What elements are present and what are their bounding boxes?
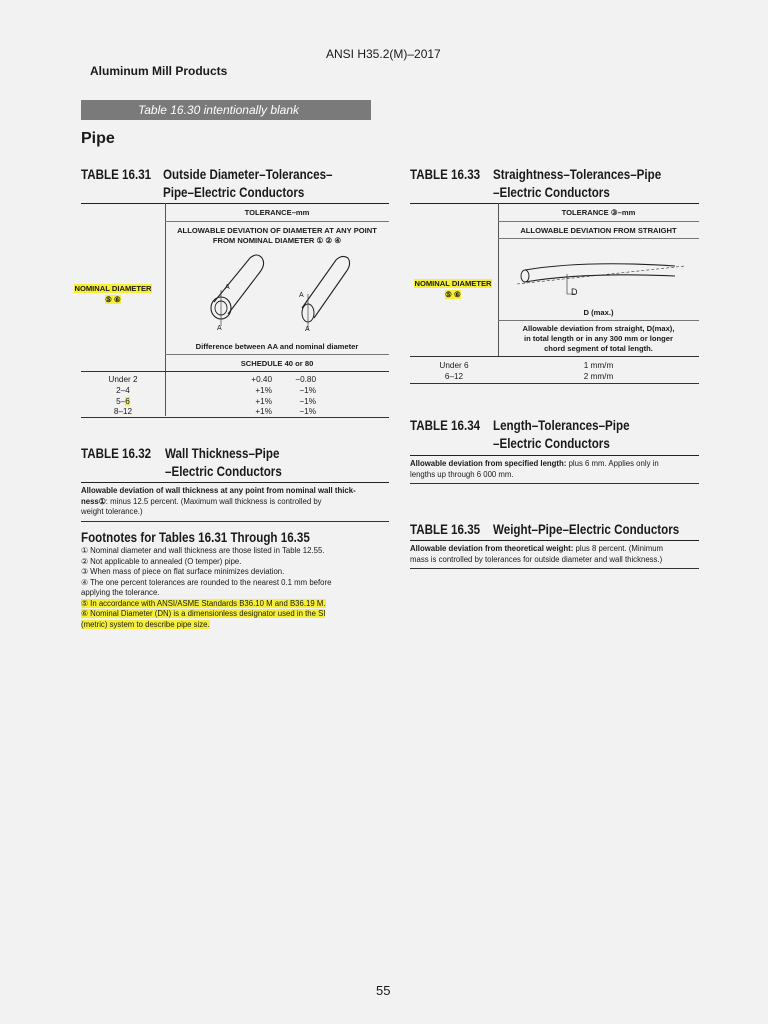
table-16-33-title-line1: Straightness–Tolerances–Pipe bbox=[493, 167, 662, 182]
t33-row-2-value: 2 mm/m bbox=[583, 372, 614, 381]
t31-row-3-size: 5–6 bbox=[116, 397, 130, 406]
t33-rule-2 bbox=[498, 221, 699, 222]
pipe-cross-section-illustration bbox=[200, 250, 280, 340]
t33-note-line2: in total length or in any 300 mm or longer bbox=[524, 334, 673, 343]
footnotes-list bbox=[81, 546, 381, 630]
table-16-35-title: Weight–Pipe–Electric Conductors bbox=[493, 522, 680, 537]
t33-nominal-footnote-refs: ⑤ ⑥ bbox=[445, 290, 461, 299]
t31-header-bottom-rule bbox=[81, 371, 389, 372]
t31-deviation-header-line1: ALLOWABLE DEVIATION OF DIAMETER AT ANY POINT bbox=[177, 226, 377, 235]
t31-deviation-header-line2: FROM NOMINAL DIAMETER ① ② ④ bbox=[212, 236, 342, 245]
t31-bottom-rule bbox=[81, 417, 389, 418]
t31-row-4-size: 8–12 bbox=[113, 407, 133, 416]
t35-bottom-rule bbox=[410, 568, 699, 569]
t33-row-2-size: 6–12 bbox=[444, 372, 464, 381]
t34-body: Allowable deviation from specified length: plus 6 mm. Applies only in lengths up through 6 000 mm. bbox=[410, 459, 659, 479]
footnote-3: ③ When mass of piece on flat surface minimizes deviation. bbox=[81, 567, 285, 576]
footnote-6b: (metric) system to describe pipe size. bbox=[81, 619, 210, 629]
t33-dmax-label: D (max.) bbox=[583, 308, 614, 317]
t32-body: Allowable deviation of wall thickness at any point from nominal wall thick- ness①: minus 12.5 percent. (Maximum wall thickness is controlled by weight tolerance.) bbox=[81, 486, 356, 516]
t31-nominal-diameter-label: NOMINAL DIAMETER bbox=[74, 284, 152, 293]
t31-nominal-footnote-refs: ⑤ ⑥ bbox=[105, 295, 121, 304]
section-header: Aluminum Mill Products bbox=[90, 64, 228, 78]
table-16-32-number: TABLE 16.32 bbox=[81, 446, 152, 461]
t31-row-3-plus: +1% bbox=[255, 397, 272, 406]
t33-rule-3 bbox=[498, 238, 699, 239]
label-a-bottom-left: A bbox=[217, 325, 222, 332]
banner-text: Table 16.30 intentionally blank bbox=[138, 103, 300, 117]
table-16-33-title-line2: –Electric Conductors bbox=[493, 185, 610, 200]
label-a-top-right: A bbox=[299, 292, 304, 299]
page-number: 55 bbox=[376, 983, 391, 998]
intentionally-blank-banner bbox=[81, 100, 371, 120]
t35-body: Allowable deviation from theoretical weight: plus 8 percent. (Minimum mass is controlled by tolerances for outside diameter and wall thickness.) bbox=[410, 544, 664, 564]
bent-pipe-illustration bbox=[515, 252, 695, 302]
t31-diagram-caption: Difference between AA and nominal diameter bbox=[195, 342, 359, 351]
t31-row-2-plus: +1% bbox=[255, 386, 272, 395]
t31-row-4-minus: −1% bbox=[299, 407, 316, 416]
table-16-35-number: TABLE 16.35 bbox=[410, 522, 481, 537]
t34-bottom-rule bbox=[410, 483, 699, 484]
t31-row-2-minus: −1% bbox=[299, 386, 316, 395]
footnote-4a: ④ The one percent tolerances are rounded to the nearest 0.1 mm before bbox=[81, 577, 332, 587]
t33-rule-4 bbox=[498, 320, 699, 321]
footnote-5: ⑤ In accordance with ANSI/ASME Standards B36.10 M and B36.19 M. bbox=[81, 598, 326, 608]
t31-row-1-size: Under 2 bbox=[108, 375, 138, 384]
footnote-1: ① Nominal diameter and wall thickness are those listed in Table 12.55. bbox=[81, 546, 325, 555]
table-16-32-title-line1: Wall Thickness–Pipe bbox=[165, 446, 280, 461]
standard-number: ANSI H35.2(M)–2017 bbox=[326, 47, 441, 61]
t33-row-1-size: Under 6 bbox=[439, 361, 469, 370]
table-16-34-title-line2: –Electric Conductors bbox=[493, 436, 610, 451]
t33-note-line3: chord segment of total length. bbox=[544, 344, 653, 353]
table-16-31-title-line2: Pipe–Electric Conductors bbox=[163, 185, 305, 200]
t31-rule-3 bbox=[165, 354, 389, 355]
section-title: Pipe bbox=[81, 130, 115, 147]
table-16-33-number: TABLE 16.33 bbox=[410, 167, 481, 182]
t34-top-rule bbox=[410, 455, 699, 456]
table-16-32-title-line2: –Electric Conductors bbox=[165, 464, 282, 479]
table-16-31-title-line1: Outside Diameter–Tolerances– bbox=[163, 167, 333, 182]
t33-note-line1: Allowable deviation from straight, D(max), bbox=[522, 324, 675, 333]
t33-row-1-value: 1 mm/m bbox=[583, 361, 614, 370]
t31-row-3-minus: −1% bbox=[299, 397, 316, 406]
footnote-6a: ⑥ Nominal Diameter (DN) is a dimensionless designator used in the SI bbox=[81, 609, 326, 618]
t33-bottom-rule bbox=[410, 383, 699, 384]
t33-header-bottom-rule bbox=[410, 356, 699, 357]
t31-row-4-plus: +1% bbox=[255, 407, 272, 416]
table-16-34-number: TABLE 16.34 bbox=[410, 418, 481, 433]
t31-row-2-size: 2–4 bbox=[116, 386, 130, 395]
label-d: D bbox=[571, 287, 578, 297]
t33-top-rule bbox=[410, 203, 699, 204]
label-a-bottom-right: A bbox=[305, 326, 310, 333]
t31-top-rule bbox=[81, 203, 389, 204]
table-16-31-number: TABLE 16.31 bbox=[81, 167, 152, 182]
t31-schedule-header: SCHEDULE 40 or 80 bbox=[240, 359, 314, 368]
footnote-4b: applying the tolerance. bbox=[81, 588, 160, 597]
table-16-34-title-line1: Length–Tolerances–Pipe bbox=[493, 418, 630, 433]
t31-tolerance-header: TOLERANCE–mm bbox=[244, 208, 310, 217]
t33-nominal-diameter-label: NOMINAL DIAMETER bbox=[414, 279, 492, 288]
t33-tolerance-header: TOLERANCE ③–mm bbox=[561, 208, 636, 217]
t32-top-rule bbox=[81, 482, 389, 483]
label-a-top-left: A bbox=[225, 284, 230, 291]
t33-deviation-header: ALLOWABLE DEVIATION FROM STRAIGHT bbox=[520, 226, 677, 235]
footnote-2: ② Not applicable to annealed (O temper) pipe. bbox=[81, 556, 242, 566]
footnotes-title: Footnotes for Tables 16.31 Through 16.35 bbox=[81, 530, 310, 545]
t35-top-rule bbox=[410, 540, 699, 541]
t32-bottom-rule bbox=[81, 521, 389, 522]
t31-row-1-minus: −0.80 bbox=[295, 375, 316, 384]
t31-rule-2 bbox=[165, 221, 389, 222]
t31-row-1-plus: +0.40 bbox=[251, 375, 272, 384]
